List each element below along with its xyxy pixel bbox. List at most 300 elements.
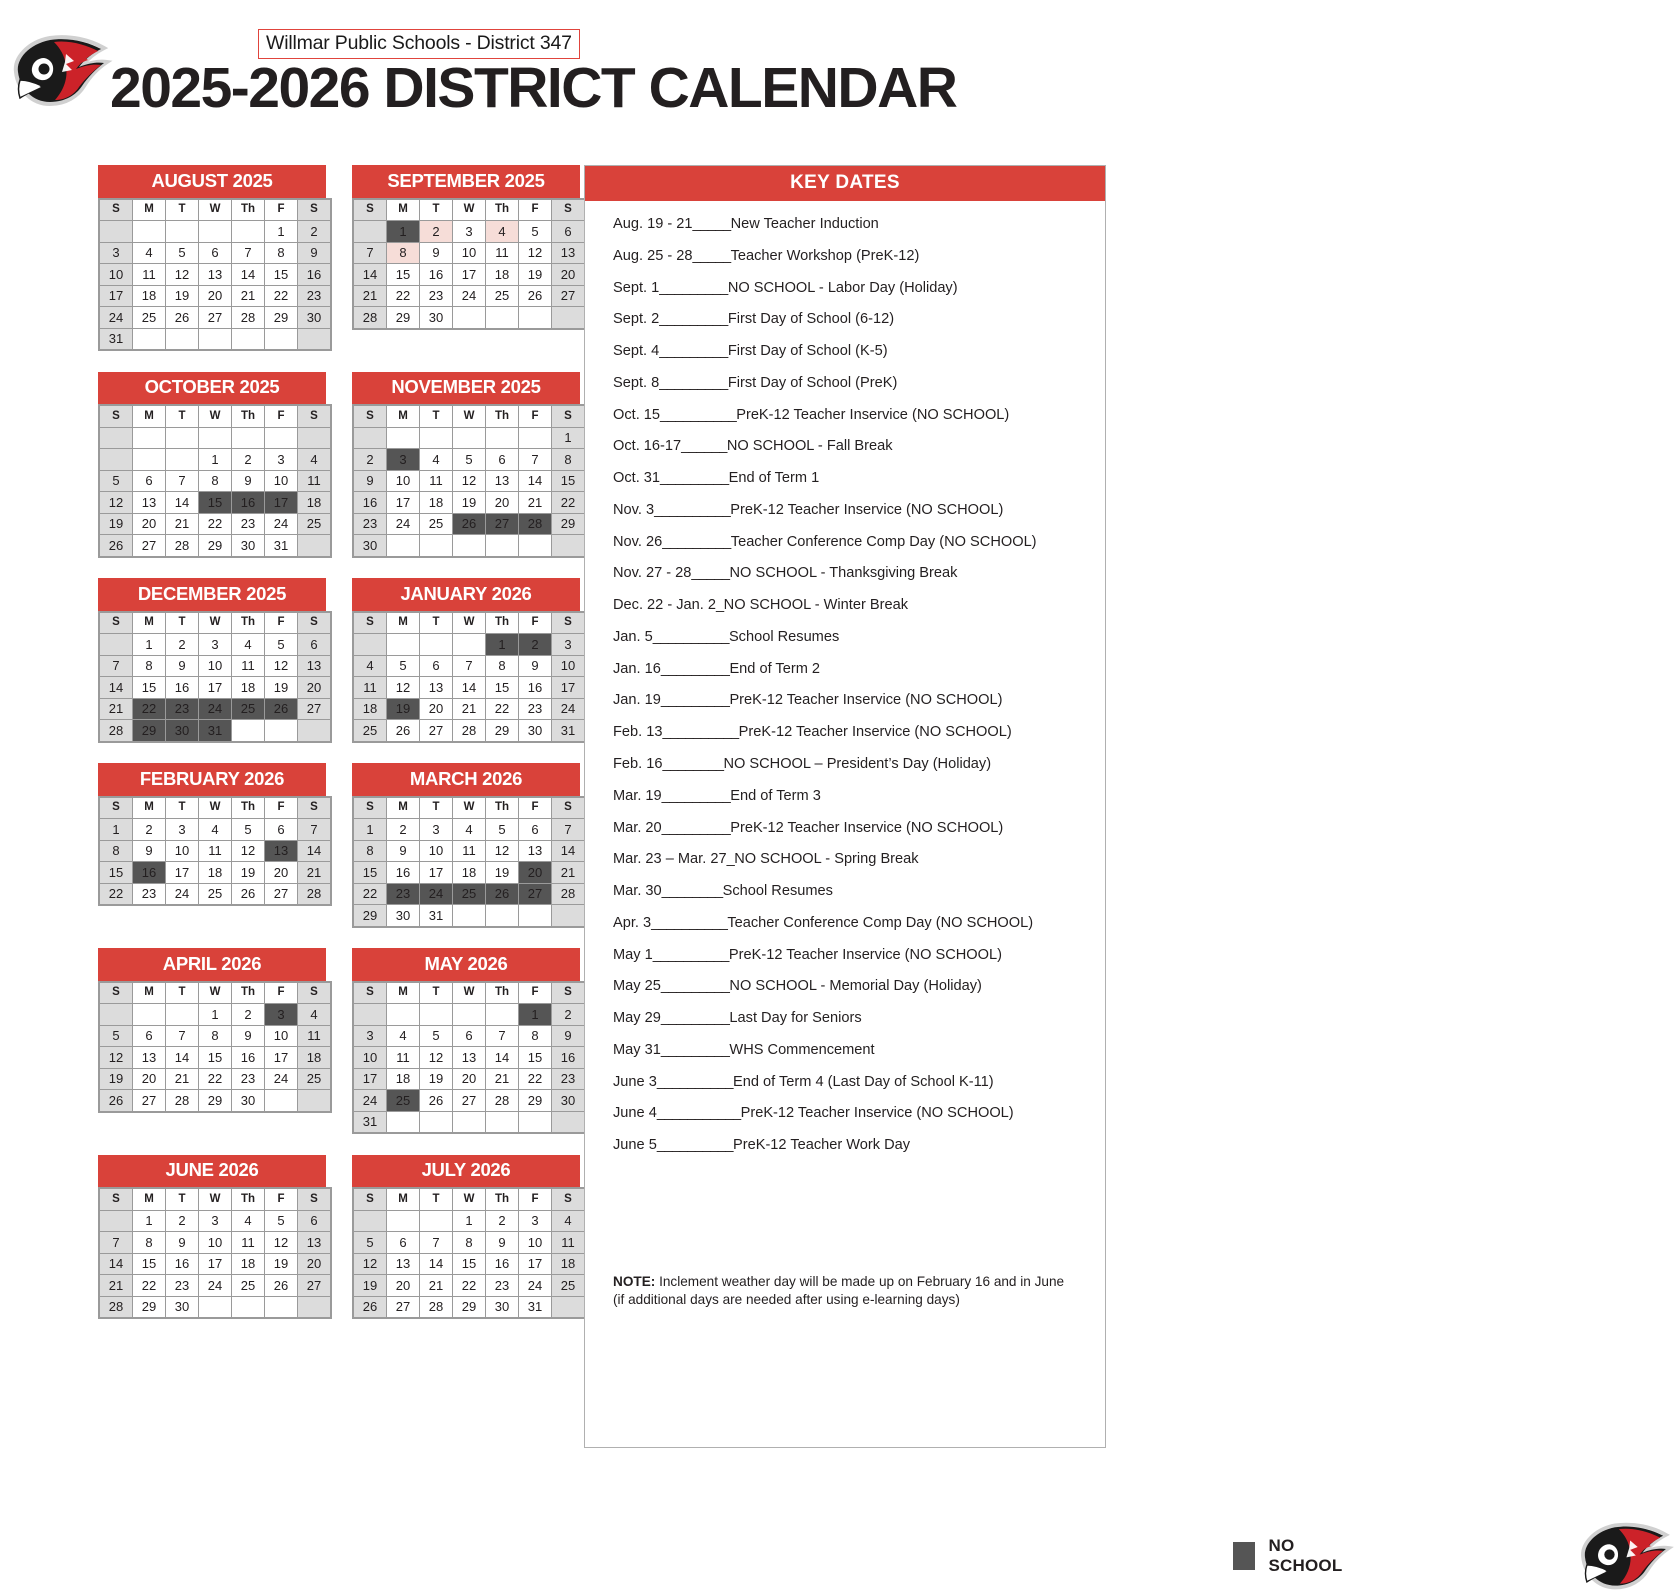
weekday-header: M [133, 406, 165, 427]
day-cell: 6 [265, 819, 297, 840]
day-cell-empty [387, 1211, 419, 1232]
day-cell: 12 [387, 677, 419, 698]
day-cell: 17 [387, 492, 419, 513]
day-cell: 10 [354, 1047, 386, 1068]
month-grid [352, 796, 586, 928]
key-date-label: June 5 [613, 1137, 657, 1154]
key-date-description: Teacher Conference Comp Day (NO SCHOOL) [727, 914, 1034, 931]
day-cell: 16 [486, 1254, 518, 1275]
day-cell: 29 [552, 514, 584, 535]
month-january-2026 [352, 578, 580, 743]
day-cell: 29 [519, 1090, 551, 1111]
key-date-description: NO SCHOOL - Labor Day (Holiday) [727, 279, 958, 296]
month-june-2026 [98, 1155, 326, 1320]
day-cell: 11 [552, 1232, 584, 1253]
day-cell: 23 [298, 286, 330, 307]
weekday-header: F [265, 1189, 297, 1210]
day-cell: 12 [265, 1232, 297, 1253]
day-cell: 29 [199, 1090, 231, 1111]
day-cell: 3 [100, 243, 132, 264]
day-cell: 15 [265, 264, 297, 285]
month-grid [98, 796, 332, 907]
day-cell: 7 [100, 656, 132, 677]
weekday-header: W [453, 798, 485, 819]
day-cell-empty [486, 428, 518, 449]
key-date-item [613, 564, 1085, 583]
week-row [354, 1090, 584, 1111]
day-cell: 4 [199, 819, 231, 840]
weekday-header: T [166, 406, 198, 427]
weekday-header: S [100, 1189, 132, 1210]
key-date-leader: _________ [659, 311, 728, 328]
key-date-leader: ________ [662, 756, 724, 773]
day-cell: 15 [552, 471, 584, 492]
day-cell-empty [453, 634, 485, 655]
key-date-item [613, 596, 1085, 615]
day-cell: 6 [519, 819, 551, 840]
month-december-2025 [98, 578, 326, 743]
day-cell: 2 [420, 221, 452, 242]
day-cell: 4 [133, 243, 165, 264]
day-cell: 9 [387, 841, 419, 862]
day-cell: 30 [298, 307, 330, 328]
day-cell: 14 [453, 677, 485, 698]
day-cell: 4 [232, 1211, 264, 1232]
weekday-header: T [166, 613, 198, 634]
week-row [100, 1004, 330, 1025]
day-cell: 2 [552, 1004, 584, 1025]
day-cell: 9 [166, 656, 198, 677]
day-cell: 13 [420, 677, 452, 698]
day-cell: 16 [354, 492, 386, 513]
day-cell: 27 [298, 1275, 330, 1296]
weekday-header: M [387, 406, 419, 427]
day-cell-empty [552, 307, 584, 328]
day-cell: 2 [354, 449, 386, 470]
week-row [100, 1297, 330, 1318]
key-date-leader: _ [726, 851, 735, 868]
day-cell-empty [387, 428, 419, 449]
key-date-item [613, 977, 1085, 996]
day-cell: 30 [232, 535, 264, 556]
week-row [100, 514, 330, 535]
weekday-header: W [453, 983, 485, 1004]
day-cell: 1 [519, 1004, 551, 1025]
week-row [354, 1004, 584, 1025]
day-cell: 22 [199, 514, 231, 535]
week-row [354, 535, 584, 556]
key-date-leader: __________ [654, 501, 731, 518]
key-date-item [613, 850, 1085, 869]
day-cell: 18 [298, 492, 330, 513]
day-cell: 1 [486, 634, 518, 655]
week-row [100, 535, 330, 556]
weekday-header: S [298, 200, 330, 221]
key-date-item [613, 247, 1085, 266]
weekday-header: S [298, 613, 330, 634]
day-cell: 15 [100, 862, 132, 883]
day-cell: 23 [133, 884, 165, 905]
day-cell: 25 [298, 514, 330, 535]
day-cell: 15 [199, 1047, 231, 1068]
weekday-header: T [166, 983, 198, 1004]
key-date-label: May 1 [613, 946, 653, 963]
day-cell: 31 [100, 329, 132, 350]
day-cell: 16 [387, 862, 419, 883]
week-row [354, 905, 584, 926]
weekday-header: Th [486, 613, 518, 634]
day-cell: 26 [387, 720, 419, 741]
day-cell: 12 [420, 1047, 452, 1068]
month-title: FEBRUARY 2026 [98, 763, 326, 796]
weekday-header: S [100, 613, 132, 634]
weekday-header: S [552, 200, 584, 221]
month-title: JULY 2026 [352, 1155, 580, 1188]
day-cell: 27 [133, 535, 165, 556]
key-date-description: Teacher Workshop (PreK-12) [730, 247, 920, 264]
weekday-header: M [133, 200, 165, 221]
day-cell-empty [265, 329, 297, 350]
day-cell: 21 [354, 286, 386, 307]
day-cell: 30 [166, 1297, 198, 1318]
day-cell: 5 [265, 1211, 297, 1232]
day-cell: 18 [552, 1254, 584, 1275]
day-cell: 20 [133, 514, 165, 535]
day-cell: 24 [387, 514, 419, 535]
day-cell: 31 [420, 905, 452, 926]
day-cell-empty [100, 221, 132, 242]
day-cell: 19 [100, 514, 132, 535]
day-cell: 15 [453, 1254, 485, 1275]
day-cell: 6 [298, 634, 330, 655]
month-grid [98, 981, 332, 1113]
day-cell-empty [552, 1112, 584, 1133]
day-cell: 20 [298, 1254, 330, 1275]
day-cell: 14 [354, 264, 386, 285]
months-grid-container [98, 165, 580, 1340]
day-cell: 11 [420, 471, 452, 492]
key-date-description: End of Term 1 [728, 470, 820, 487]
key-date-label: May 25 [613, 978, 661, 995]
day-cell: 3 [265, 449, 297, 470]
day-cell: 28 [232, 307, 264, 328]
day-cell: 31 [199, 720, 231, 741]
key-date-label: Oct. 31 [613, 470, 661, 487]
day-cell: 27 [552, 286, 584, 307]
day-cell: 15 [486, 677, 518, 698]
key-date-description: PreK-12 Teacher Inservice (NO SCHOOL) [740, 1105, 1014, 1122]
day-cell: 30 [420, 307, 452, 328]
day-cell: 26 [420, 1090, 452, 1111]
day-cell: 23 [420, 286, 452, 307]
day-cell: 3 [420, 819, 452, 840]
day-cell-empty [199, 428, 231, 449]
day-cell: 25 [387, 1090, 419, 1111]
key-date-label: Sept. 8 [613, 374, 660, 391]
weekday-header: S [298, 1189, 330, 1210]
weekday-header: T [420, 1189, 452, 1210]
day-cell-empty [100, 449, 132, 470]
day-cell: 30 [232, 1090, 264, 1111]
key-date-leader: __________ [652, 628, 729, 645]
key-date-leader: ______ [681, 438, 727, 455]
day-cell-empty [519, 905, 551, 926]
key-date-leader: _____ [692, 247, 731, 264]
day-cell: 6 [199, 243, 231, 264]
key-date-item [613, 1104, 1085, 1123]
month-grid [352, 404, 586, 558]
day-cell: 30 [354, 535, 386, 556]
week-row [100, 1254, 330, 1275]
day-cell: 2 [133, 819, 165, 840]
day-cell: 28 [354, 307, 386, 328]
day-cell: 24 [453, 286, 485, 307]
day-cell-empty [100, 1211, 132, 1232]
day-cell-empty [232, 720, 264, 741]
month-july-2026 [352, 1155, 580, 1320]
day-cell: 26 [486, 884, 518, 905]
day-cell-empty [387, 634, 419, 655]
day-cell: 23 [552, 1069, 584, 1090]
day-cell: 9 [133, 841, 165, 862]
weekday-header: T [420, 983, 452, 1004]
week-row [354, 634, 584, 655]
day-cell: 8 [133, 1232, 165, 1253]
day-cell: 23 [232, 514, 264, 535]
key-date-item [613, 533, 1085, 552]
day-cell: 4 [387, 1026, 419, 1047]
day-cell: 29 [133, 720, 165, 741]
day-cell-empty [486, 905, 518, 926]
day-cell: 4 [354, 656, 386, 677]
weekday-header: S [552, 613, 584, 634]
day-cell: 22 [100, 884, 132, 905]
key-date-item [613, 437, 1085, 456]
day-cell: 12 [100, 1047, 132, 1068]
day-cell: 2 [519, 634, 551, 655]
day-cell: 13 [453, 1047, 485, 1068]
day-cell: 13 [387, 1254, 419, 1275]
day-cell: 11 [387, 1047, 419, 1068]
week-row [100, 329, 330, 350]
day-cell: 1 [133, 634, 165, 655]
weekday-header: S [552, 1189, 584, 1210]
weekday-header: W [199, 1189, 231, 1210]
day-cell: 21 [100, 1275, 132, 1296]
key-date-label: May 29 [613, 1010, 661, 1027]
day-cell: 6 [133, 471, 165, 492]
key-date-label: Nov. 3 [613, 501, 655, 518]
day-cell: 5 [100, 471, 132, 492]
weekday-header: W [453, 613, 485, 634]
day-cell: 25 [354, 720, 386, 741]
key-date-label: Mar. 19 [613, 787, 662, 804]
key-date-item [613, 374, 1085, 393]
day-cell-empty [232, 221, 264, 242]
day-cell: 19 [100, 1069, 132, 1090]
day-cell: 10 [453, 243, 485, 264]
key-date-label: Oct. 15 [613, 406, 661, 423]
day-cell: 4 [298, 449, 330, 470]
week-row [354, 307, 584, 328]
day-cell-empty [265, 428, 297, 449]
day-cell: 16 [420, 264, 452, 285]
key-date-description: PreK-12 Teacher Inservice (NO SCHOOL) [728, 946, 1002, 963]
week-row [100, 1275, 330, 1296]
weekday-header: F [519, 406, 551, 427]
month-title: OCTOBER 2025 [98, 372, 326, 405]
day-cell: 5 [232, 819, 264, 840]
weekday-header: W [199, 613, 231, 634]
day-cell: 19 [354, 1275, 386, 1296]
day-cell: 24 [420, 884, 452, 905]
key-date-description: End of Term 2 [729, 660, 821, 677]
key-date-label: Jan. 16 [613, 660, 661, 677]
day-cell: 22 [453, 1275, 485, 1296]
week-row [100, 884, 330, 905]
day-cell: 6 [486, 449, 518, 470]
weekday-header: S [100, 406, 132, 427]
day-cell: 1 [453, 1211, 485, 1232]
week-row [100, 841, 330, 862]
day-cell: 11 [232, 1232, 264, 1253]
day-cell: 31 [519, 1297, 551, 1318]
day-cell: 26 [232, 884, 264, 905]
key-date-leader: _________ [660, 470, 729, 487]
day-cell: 31 [354, 1112, 386, 1133]
weekday-header: F [265, 200, 297, 221]
weekday-header: S [354, 983, 386, 1004]
day-cell: 5 [486, 819, 518, 840]
day-cell: 11 [453, 841, 485, 862]
day-cell-empty [519, 428, 551, 449]
day-cell: 17 [100, 286, 132, 307]
day-cell: 16 [166, 677, 198, 698]
month-title: JUNE 2026 [98, 1155, 326, 1188]
month-row [98, 372, 580, 558]
day-cell: 27 [486, 514, 518, 535]
week-row [100, 1047, 330, 1068]
day-cell: 26 [265, 1275, 297, 1296]
day-cell: 3 [199, 1211, 231, 1232]
key-date-item [613, 819, 1085, 838]
day-cell: 22 [387, 286, 419, 307]
key-date-leader: _________ [660, 978, 730, 995]
key-date-label: Dec. 22 - Jan. 2 [613, 597, 717, 614]
key-date-label: Aug. 25 - 28 [613, 247, 693, 264]
week-row [354, 720, 584, 741]
day-cell: 7 [453, 656, 485, 677]
month-title: APRIL 2026 [98, 948, 326, 981]
day-cell: 17 [199, 1254, 231, 1275]
day-cell: 7 [166, 1026, 198, 1047]
week-row [354, 1112, 584, 1133]
day-cell: 18 [199, 862, 231, 883]
month-row [98, 165, 580, 351]
day-cell: 28 [453, 720, 485, 741]
month-grid [352, 198, 586, 330]
day-cell: 28 [166, 1090, 198, 1111]
month-october-2025 [98, 372, 326, 558]
month-may-2026 [352, 948, 580, 1134]
weekday-header: F [519, 1189, 551, 1210]
weekday-header: M [387, 1189, 419, 1210]
day-cell: 24 [354, 1090, 386, 1111]
day-cell: 17 [519, 1254, 551, 1275]
day-cell: 5 [453, 449, 485, 470]
day-cell: 16 [232, 492, 264, 513]
day-cell: 6 [298, 1211, 330, 1232]
day-cell: 21 [552, 862, 584, 883]
day-cell-empty [298, 428, 330, 449]
day-cell: 21 [166, 514, 198, 535]
day-cell: 26 [166, 307, 198, 328]
key-date-description: PreK-12 Teacher Inservice (NO SCHOOL) [730, 819, 1004, 836]
day-cell-empty [453, 535, 485, 556]
weekday-header: W [199, 406, 231, 427]
week-row [354, 1275, 584, 1296]
day-cell: 1 [199, 449, 231, 470]
key-date-item [613, 1041, 1085, 1060]
day-cell-empty [354, 634, 386, 655]
day-cell: 8 [199, 1026, 231, 1047]
key-date-leader: __________ [662, 724, 739, 741]
day-cell-empty [100, 1004, 132, 1025]
weekday-header: Th [486, 200, 518, 221]
day-cell: 14 [420, 1254, 452, 1275]
day-cell: 1 [199, 1004, 231, 1025]
day-cell: 27 [519, 884, 551, 905]
day-cell: 13 [265, 841, 297, 862]
day-cell: 4 [552, 1211, 584, 1232]
day-cell: 8 [354, 841, 386, 862]
day-cell: 4 [420, 449, 452, 470]
month-title: MARCH 2026 [352, 763, 580, 796]
day-cell-empty [100, 428, 132, 449]
day-cell: 25 [486, 286, 518, 307]
day-cell: 8 [519, 1026, 551, 1047]
day-cell: 7 [354, 243, 386, 264]
key-date-description: School Resumes [728, 628, 840, 645]
day-cell: 17 [199, 677, 231, 698]
key-date-description: First Day of School (K-5) [727, 343, 888, 360]
weekday-header: M [387, 983, 419, 1004]
key-date-leader: _________ [661, 787, 731, 804]
day-cell: 5 [100, 1026, 132, 1047]
day-cell: 6 [420, 656, 452, 677]
weekday-header: S [100, 983, 132, 1004]
day-cell: 25 [199, 884, 231, 905]
day-cell: 9 [486, 1232, 518, 1253]
week-row [100, 819, 330, 840]
day-cell-empty [199, 1297, 231, 1318]
day-cell: 16 [133, 862, 165, 883]
key-date-label: Sept. 1 [613, 279, 660, 296]
district-name-label: Willmar Public Schools - District 347 [258, 29, 580, 59]
no-school-swatch-icon [1233, 1542, 1255, 1570]
day-cell: 13 [552, 243, 584, 264]
day-cell: 14 [100, 677, 132, 698]
day-cell: 24 [552, 699, 584, 720]
key-date-leader: ___________ [656, 1105, 741, 1122]
week-row [354, 1211, 584, 1232]
week-row [354, 656, 584, 677]
day-cell-empty [166, 1004, 198, 1025]
weekday-header: S [354, 613, 386, 634]
day-cell-empty [133, 329, 165, 350]
weekday-header: S [552, 983, 584, 1004]
week-row [100, 656, 330, 677]
